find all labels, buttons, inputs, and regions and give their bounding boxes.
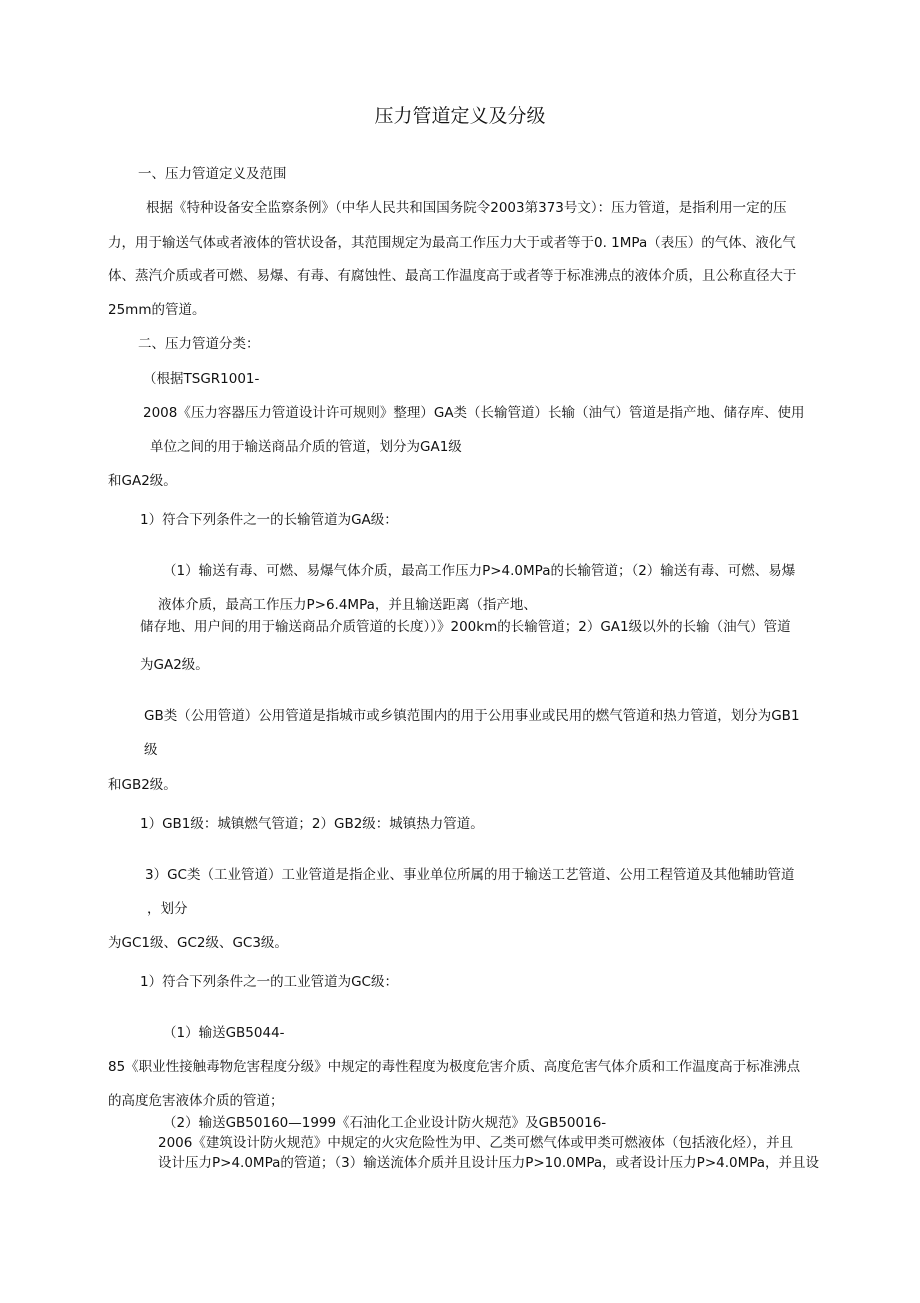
list-item: （2）输送GB50160—1999《石油化工企业设计防火规范》及GB50016- — [163, 1115, 607, 1131]
paragraph-line: 2008《压力容器压力管道设计许可规则》整理）GA类（长输管道）长输（油气）管道是指产地、储存库、使用 — [143, 405, 805, 421]
paragraph-line: 力，用于输送气体或者液体的管状设备，其范围规定为最高工作压力大于或者等于0. 1MPa（表压）的气体、液化气 — [108, 235, 796, 251]
paragraph-line: GB类（公用管道）公用管道是指城市或乡镇范围内的用于公用事业或民用的燃气管道和热力管道，划分为GB1 — [144, 708, 800, 724]
paragraph-line: 为GC1级、GC2级、GC3级。 — [108, 935, 288, 951]
paragraph-line: 体、蒸汽介质或者可燃、易爆、有毒、有腐蚀性、最高工作温度高于或者等于标准沸点的液体介质，且公称直径大于 — [108, 268, 797, 284]
list-item: 液体介质，最高工作压力P>6.4MPa，并且输送距离（指产地、 — [158, 597, 537, 613]
list-item: 为GA2级。 — [140, 657, 209, 673]
paragraph-line: 和GA2级。 — [108, 473, 177, 489]
list-item: 储存地、用户间的用于输送商品介质管道的长度））》200km的长输管道；2）GA1级以外的长输（油气）管道 — [140, 619, 791, 635]
paragraph-line: 2006《建筑设计防火规范》中规定的火灾危险性为甲、乙类可燃气体或甲类可燃液体（包括液化烃），并且 — [158, 1135, 794, 1151]
paragraph-line: 的高度危害液体介质的管道； — [108, 1093, 284, 1109]
list-item: 1）符合下列条件之一的长输管道为GA级： — [140, 512, 398, 528]
section-heading-classification: 二、压力管道分类： — [138, 336, 260, 352]
paragraph-line: ，划分 — [147, 901, 188, 917]
list-item: （1）输送有毒、可燃、易爆气体介质，最高工作压力P>4.0MPa的长输管道；（2）输送有毒、可燃、易爆 — [163, 563, 796, 579]
paragraph-line: 根据《特种设备安全监察条例》（中华人民共和国国务院令2003第373号文）：压力管道，是指利用一定的压 — [146, 200, 787, 216]
page-title: 压力管道定义及分级 — [374, 105, 546, 127]
paragraph-line: （根据TSGR1001- — [143, 371, 260, 387]
paragraph-line: 单位之间的用于输送商品介质的管道，划分为GA1级 — [150, 439, 462, 455]
paragraph-line: 级 — [144, 742, 158, 758]
section-heading-definition: 一、压力管道定义及范围 — [138, 166, 287, 182]
paragraph-line: 设计压力P>4.0MPa的管道；（3）输送流体介质并且设计压力P>10.0MPa，或者设计压力P>4.0MPa，并且设 — [158, 1155, 820, 1171]
paragraph-line: 和GB2级。 — [108, 777, 177, 793]
list-item: 1）符合下列条件之一的工业管道为GC级： — [140, 974, 398, 990]
list-item: 1）GB1级：城镇燃气管道；2）GB2级：城镇热力管道。 — [140, 816, 484, 832]
paragraph-line: 85《职业性接触毒物危害程度分级》中规定的毒性程度为极度危害介质、高度危害气体介质和工作温度高于标准沸点 — [108, 1059, 801, 1075]
paragraph-line: 25mm的管道。 — [108, 302, 206, 318]
paragraph-line: 3）GC类（工业管道）工业管道是指企业、事业单位所属的用于输送工艺管道、公用工程管道及其他辅助管道 — [145, 867, 795, 883]
list-item: （1）输送GB5044- — [163, 1025, 285, 1041]
